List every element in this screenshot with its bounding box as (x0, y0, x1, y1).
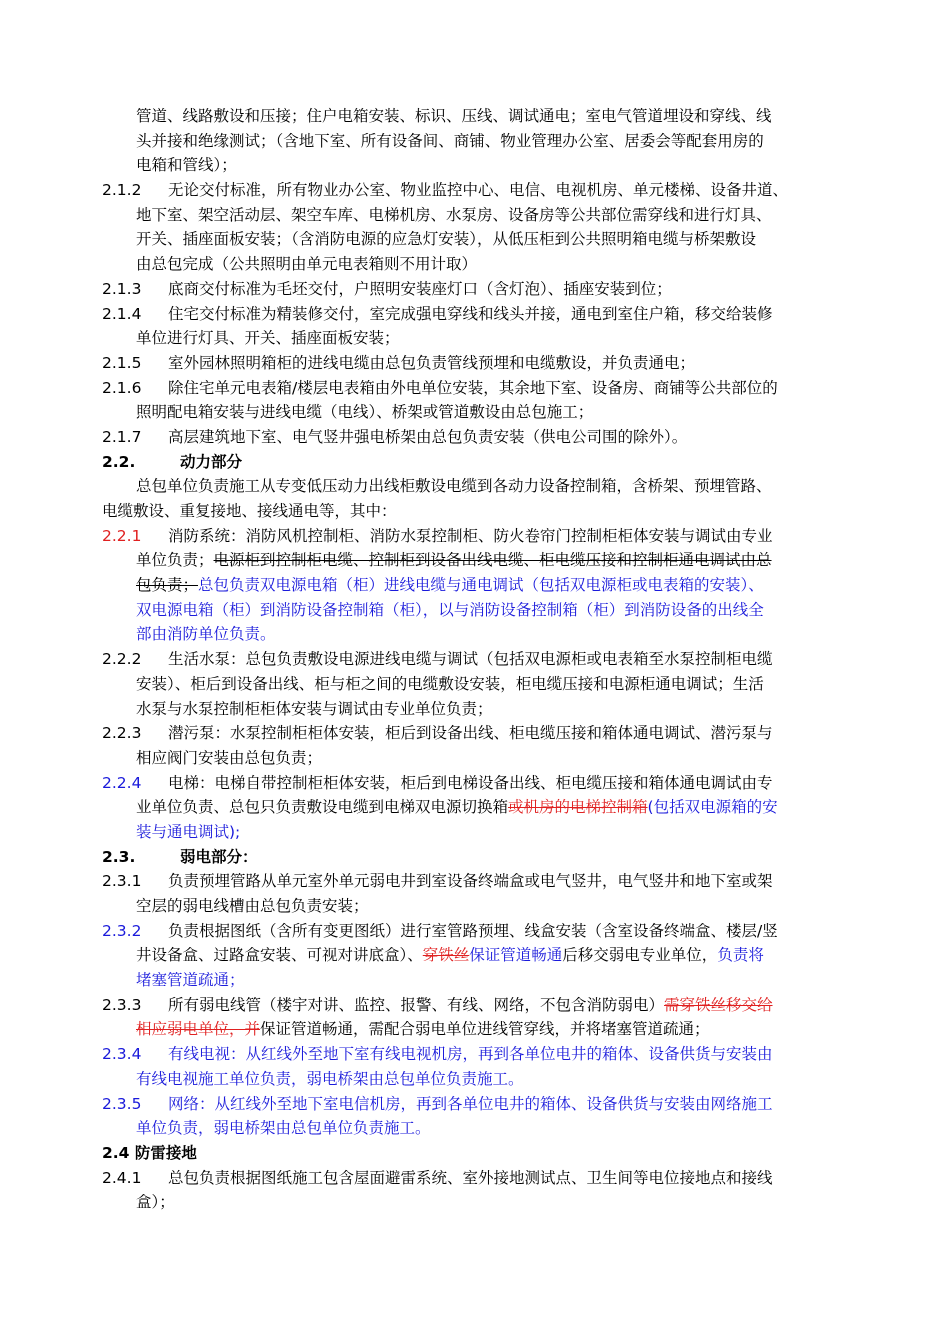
text-line (102, 129, 842, 154)
text-line (102, 104, 842, 129)
text-line (102, 400, 842, 425)
text-line (102, 1190, 842, 1215)
text-run: 或机房的电梯控制箱 (508, 798, 648, 817)
clause-number: 2.4.1 (102, 1168, 142, 1187)
text-run: 无论交付标准，所有物业办公室、物业监控中心、电信、电视机房、单元楼梯、设备井道、 (168, 181, 789, 200)
text-run: 高层建筑地下室、电气竖井强电桥架由总包负责安装（供电公司围的除外）。 (168, 427, 688, 446)
text-line (102, 499, 842, 524)
text-run: 电箱和管线）； (136, 156, 237, 175)
clause-number: 2.2.2 (102, 650, 142, 669)
text-run: 单位进行灯具、开关、插座面板安装； (136, 329, 400, 348)
clause-number: 2.3.3 (102, 995, 142, 1014)
text-run: 井设备盒、过路盒安装、可视对讲底盒）、 (136, 946, 423, 965)
text-run: 除住宅单元电表箱/楼层电表箱由外电单位安装，其余地下室、设备房、商铺等公共部位的 (168, 378, 778, 397)
clause-number: 2.1.2 (102, 181, 142, 200)
text-line (102, 178, 842, 203)
text-run: 总包单位负责施工从专变低压动力出线柜敷设电缆到各动力设备控制箱，含桥架、预埋管路、 (136, 477, 772, 496)
text-line (102, 697, 842, 722)
text-line (102, 548, 842, 573)
text-run: 电缆敷设、重复接地、接线通电等，其中： (102, 502, 397, 520)
clause-number: 2.1.7 (102, 427, 142, 446)
text-run: 动力部分 (180, 452, 243, 471)
text-line (102, 524, 842, 549)
text-run: 总包负责双电源电箱（柜）进线电缆与通电调试（包括双电源柜或电表箱的安装）、 (198, 576, 764, 595)
text-run: 堵塞管道疏通； (136, 971, 245, 990)
text-run: 安装）、柜后到设备出线、柜与柜之间的电缆敷设安装，柜电缆压接和电源柜通电调试；生活 (136, 674, 764, 693)
text-run: (包括双电源箱的安 (647, 798, 778, 817)
text-run: 单位负责，弱电桥架由总包单位负责施工。 (136, 1119, 431, 1138)
text-run: 总包负责根据图纸施工包含屋面避雷系统、室外接地测试点、卫生间等电位接地点和接线 (168, 1168, 773, 1187)
text-line (102, 474, 842, 499)
text-run: 由总包完成（公共照明由单元电表箱则不用计取） (136, 255, 478, 274)
text-run: 单位负责； (136, 551, 214, 570)
text-line (102, 326, 842, 351)
text-line (102, 993, 842, 1018)
text-run: 盒）； (136, 1193, 175, 1212)
text-line (102, 1092, 842, 1117)
text-line (102, 721, 842, 746)
text-line (102, 672, 842, 697)
text-run: 后移交弱电专业单位， (562, 946, 718, 965)
text-run: 水泵与水泵控制柜柜体安装与调试由专业单位负责； (136, 699, 493, 718)
text-line (102, 919, 842, 944)
text-run: 弱电部分： (180, 847, 258, 866)
text-run: 头并接和绝缘测试；（含地下室、所有设备间、商铺、物业管理办公室、居委会等配套用房的 (136, 131, 764, 150)
text-line (102, 598, 842, 623)
text-run: 需穿铁丝移交给 (664, 995, 773, 1014)
text-line (102, 376, 842, 401)
text-line (102, 894, 842, 919)
text-run: 2.4 防雷接地 (102, 1143, 197, 1162)
clause-number: 2.1.3 (102, 279, 142, 298)
text-run: 开关、插座面板安装；（含消防电源的应急灯安装），从低压柜到公共照明箱电缆与桥架敷设 (136, 230, 757, 249)
text-run: 相应阀门安装由总包负责； (136, 748, 323, 767)
text-run: 室外园林照明箱柜的进线电缆由总包负责管线预埋和电缆敷设，并负责通电； (168, 353, 696, 372)
text-line (102, 450, 842, 475)
text-run: 电源柜到控制柜电缆、控制柜到设备出线电缆、柜电缆压接和控制柜通电调试由总 (213, 551, 772, 570)
text-run: 住宅交付标准为精装修交付，室完成强电穿线和线头并接，通电到室住户箱，移交给装修 (168, 304, 773, 323)
text-line (102, 968, 842, 993)
text-run: 底商交付标准为毛坯交付，户照明安装座灯口（含灯泡）、插座安装到位； (168, 279, 672, 298)
text-run: 相应弱电单位，并 (136, 1020, 261, 1039)
text-run: 生活水泵：总包负责敷设电源进线电缆与调试（包括双电源柜或电表箱至水泵控制柜电缆 (168, 650, 773, 669)
clause-number: 2.2.4 (102, 773, 142, 792)
text-run: 保证管道畅通，需配合弱电单位进线管穿线，并将堵塞管道疏通； (260, 1020, 710, 1039)
text-run: 空层的弱电线槽由总包负责安装； (136, 897, 369, 915)
text-run: 有线电视：从红线外至地下室有线电视机房，再到各单位电井的箱体、设备供货与安装由 (168, 1045, 773, 1064)
clause-number: 2.1.6 (102, 378, 142, 397)
text-line (102, 795, 842, 820)
section-number: 2.3. (102, 847, 136, 866)
text-line (102, 1166, 842, 1191)
text-run: 照明配电箱安装与进线电缆（电线）、桥架或管道敷设由总包施工； (136, 403, 594, 422)
text-line (102, 647, 842, 672)
text-line (102, 203, 842, 228)
clause-number: 2.3.4 (102, 1045, 142, 1064)
text-line (102, 622, 842, 647)
text-line (102, 1017, 842, 1042)
text-run: 地下室、架空活动层、架空车库、电梯机房、水泵房、设备房等公共部位需穿线和进行灯具、 (136, 205, 772, 224)
text-run: 电梯：电梯自带控制柜柜体安装，柜后到电梯设备出线、柜电缆压接和箱体通电调试由专 (168, 773, 773, 792)
text-run: 负责将 (717, 946, 764, 965)
text-line (102, 771, 842, 796)
text-run: 管道、线路敷设和压接；住户电箱安装、标识、压线、调试通电；室电气管道埋设和穿线、线 (136, 107, 772, 125)
text-run: 所有弱电线管（楼宇对讲、监控、报警、有线、网络，不包含消防弱电） (168, 995, 665, 1014)
text-run: 有线电视施工单位负责，弱电桥架由总包单位负责施工。 (136, 1069, 524, 1088)
text-run: 双电源电箱（柜）到消防设备控制箱（柜），以与消防设备控制箱（柜）到消防设备的出线全 (136, 600, 764, 619)
text-line (102, 869, 842, 894)
text-run: 包负责； (136, 576, 199, 595)
text-run: 保证管道畅通 (469, 946, 563, 965)
text-line (102, 845, 842, 870)
text-line (102, 820, 842, 845)
text-line (102, 302, 842, 327)
text-run: 潜污泵：水泵控制柜柜体安装，柜后到设备出线、柜电缆压接和箱体通电调试、潜污泵与 (168, 724, 773, 743)
text-line (102, 153, 842, 178)
text-line (102, 1042, 842, 1067)
text-line (102, 943, 842, 968)
text-run: 消防系统：消防风机控制柜、消防水泵控制柜、防火卷帘门控制柜柜体安装与调试由专业 (168, 526, 773, 545)
text-run: 业单位负责、总包只负责敷设电缆到电梯双电源切换箱 (136, 798, 509, 817)
clause-number: 2.1.4 (102, 304, 142, 323)
text-line (102, 1141, 842, 1166)
text-run: 部由消防单位负责。 (136, 625, 276, 644)
text-line (102, 227, 842, 252)
text-line (102, 1067, 842, 1092)
clause-number: 2.1.5 (102, 353, 142, 372)
text-run: 装与通电调试); (136, 822, 241, 841)
text-run: 负责根据图纸（含所有变更图纸）进行室管路预埋、线盒安装（含室设备终端盒、楼层/竖 (168, 921, 778, 940)
text-line (102, 746, 842, 771)
clause-number: 2.2.3 (102, 724, 142, 743)
section-number: 2.2. (102, 452, 136, 471)
text-run: 穿铁丝 (422, 946, 470, 965)
text-line (102, 1116, 842, 1141)
text-run: 网络：从红线外至地下室电信机房，再到各单位电井的箱体、设备供货与安装由网络施工 (168, 1094, 773, 1113)
text-line (102, 277, 842, 302)
text-line (102, 351, 842, 376)
clause-number: 2.3.1 (102, 872, 142, 891)
clause-number: 2.3.2 (102, 921, 142, 940)
text-run: 负责预埋管路从单元室外单元弱电井到室设备终端盒或电气竖井，电气竖井和地下室或架 (168, 872, 773, 891)
text-line (102, 252, 842, 277)
text-line (102, 573, 842, 598)
clause-number: 2.2.1 (102, 526, 142, 545)
clause-number: 2.3.5 (102, 1094, 142, 1113)
document-body (102, 104, 842, 1215)
text-line (102, 425, 842, 450)
